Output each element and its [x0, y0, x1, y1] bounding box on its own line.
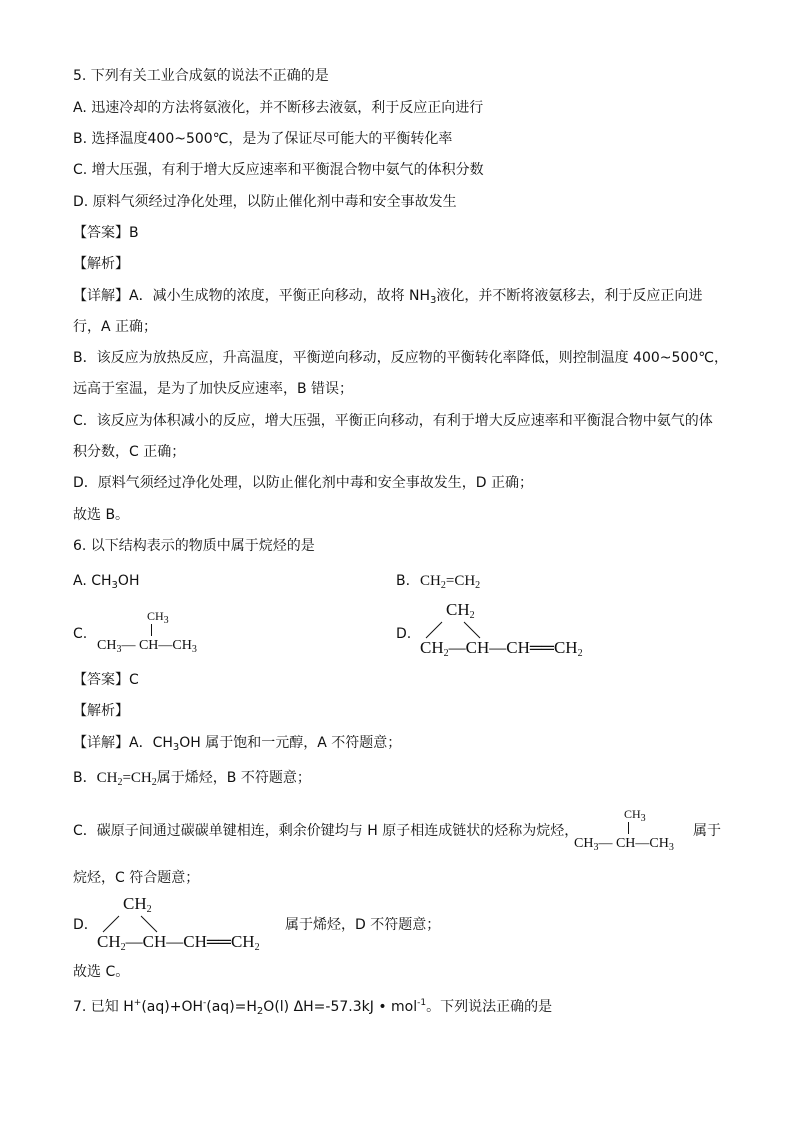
isobutane-structure-inline: $CH_3$ $CH_3—$ $CH—CH_3$ — [574, 807, 674, 853]
q5-detail-a1-sub: 3 — [430, 295, 437, 306]
q5-detail-c2: 积分数，C 正确； — [73, 444, 186, 460]
q5-detail-b1: B．该反应为放热反应，升高温度，平衡逆向移动，反应物的平衡转化率降低，则控制温度 400~500℃， — [73, 350, 728, 366]
q6-detail-c1-post: 属于 — [693, 823, 721, 839]
q6-option-b-label: B. — [396, 573, 411, 589]
q6-option-a-sub: 3 — [111, 580, 118, 591]
q6-detail-d-pre: D． — [73, 917, 98, 933]
q5-option-a: A. 迅速冷却的方法将氨液化，并不断移去液氨，利于反应正向进行 — [73, 100, 484, 116]
cyclopropyl-structure-d: $CH_2$ $CH_2—CH—CH══CH_2$ — [420, 600, 583, 659]
cyclopropyl-structure-inline: $CH_2$ $CH_2—CH—CH══CH_2$ — [97, 894, 260, 953]
q6-option-a — [73, 571, 139, 596]
q5-detail-c1: C．该反应为体积减小的反应，增大压强，平衡正向移动，有利于增大反应速率和平衡混合物中氨气的体 — [73, 413, 713, 429]
q7-stem: 7. 已知 $H^+(aq)+OH^-(aq)=H_2O(l)$ ΔH=-57.3kJ • mol$^{-1}$。下列说法正确的是 — [73, 998, 553, 1017]
q5-answer: 【答案】B — [73, 225, 139, 241]
q6-option-a-label: A. CH — [73, 573, 112, 589]
q5-option-b: B. 选择温度400~500℃，是为了保证尽可能大的平衡转化率 — [73, 131, 453, 147]
q5-detail-a1-pre: 【详解】A．减小生成物的浓度，平衡正向移动，故将 NH — [73, 288, 431, 304]
q5-analysis-label: 【解析】 — [73, 256, 129, 272]
q6-stem: 6. 以下结构表示的物质中属于烷烃的是 — [73, 538, 315, 554]
q5-option-d: D. 原料气须经过净化处理，以防止催化剂中毒和安全事故发生 — [73, 194, 457, 210]
q6-option-a-post: OH — [117, 573, 140, 589]
q6-option-c-label: C. — [73, 626, 88, 642]
q6-conclusion: 故选 C。 — [73, 964, 130, 980]
q5-stem: 5. 下列有关工业合成氨的说法不正确的是 — [73, 68, 329, 84]
q6-detail-a: 【详解】A．$CH_3OH$ 属于饱和一元醇，A 不符题意； — [73, 735, 402, 753]
q5-detail-b2: 远高于室温，是为了加快反应速率，B 错误； — [73, 381, 354, 397]
q5-detail-a1-post: 液化，并不断将液氨移去，利于反应正向进 — [436, 288, 703, 304]
q5-detail-a1 — [73, 286, 702, 311]
q5-detail-d: D．原料气须经过净化处理，以防止催化剂中毒和安全事故发生，D 正确； — [73, 475, 534, 491]
q6-detail-c1: C．碳原子间通过碳碳单键相连，剩余价键均与 H 原子相连成链状的烃称为烷烃， — [73, 823, 579, 839]
q6-answer: 【答案】C — [73, 672, 139, 688]
isobutane-structure-c: $CH_3$ $CH_3—$ $CH—CH_3$ — [97, 609, 197, 655]
q6-detail-c2: 烷烃，C 符合题意； — [73, 870, 200, 886]
q6-option-d-label: D. — [396, 626, 412, 642]
q6-analysis-label: 【解析】 — [73, 703, 129, 719]
q5-conclusion: 故选 B。 — [73, 507, 130, 523]
q5-option-c: C. 增大压强，有利于增大反应速率和平衡混合物中氨气的体积分数 — [73, 162, 484, 178]
q6-detail-d-post: 属于烯烃，D 不符题意； — [285, 917, 441, 933]
q6-detail-b: B．$CH_2=CH_2$属于烯烃，B 不符题意； — [73, 770, 311, 788]
q5-detail-a2: 行，A 正确； — [73, 319, 158, 335]
